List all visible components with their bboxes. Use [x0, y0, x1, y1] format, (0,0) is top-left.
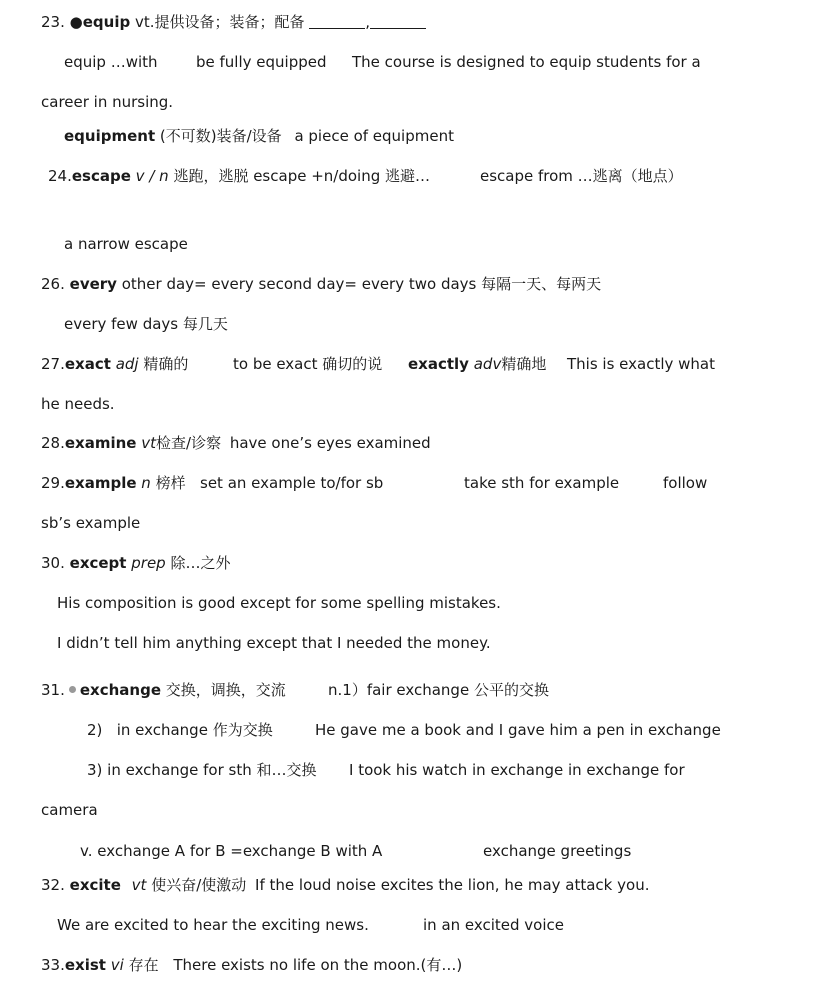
entry-33-line-1	[41, 955, 462, 975]
entry-23-line-1	[41, 12, 426, 32]
entry-29-line-1b	[200, 473, 383, 493]
derived-definition: 精确地	[501, 355, 547, 373]
entry-31-line-4	[41, 800, 98, 820]
entry-definition: 检查/诊察	[156, 434, 222, 452]
fill-blank-2	[370, 14, 426, 29]
example-sentence: I took his watch in exchange in exchange for	[349, 761, 685, 779]
entry-number: 33.	[41, 956, 65, 974]
entry-24-line-1	[48, 166, 430, 186]
example-sentence: We are excited to hear the exciting news.	[57, 916, 369, 934]
entry-definition: 存在	[128, 956, 159, 974]
phrase: take sth for example	[464, 474, 620, 492]
entry-definition: 逃跑，逃脱 escape +n/doing 逃避…	[173, 167, 430, 185]
entry-definition: vt.提供设备；装备；配备	[134, 13, 305, 31]
example-sentence: I didn’t tell him anything except that I needed the money.	[57, 634, 491, 652]
part-of-speech: adj	[115, 355, 139, 373]
entry-30-line-1	[41, 553, 231, 573]
entry-29-line-2	[41, 513, 140, 533]
phrase: have one’s eyes examined	[229, 434, 431, 452]
entry-32-line-1	[41, 875, 649, 895]
entry-number: 27.	[41, 355, 65, 373]
entry-23-line-3	[41, 92, 173, 112]
entry-headword: exchange	[79, 681, 161, 699]
phrase: 2) in exchange 作为交换	[87, 721, 273, 739]
part-of-speech: v / n	[135, 167, 169, 185]
example-sentence: This is exactly what	[567, 355, 715, 373]
example-sentence: His composition is good except for some spelling mistakes.	[57, 594, 501, 612]
part-of-speech: prep	[131, 554, 166, 572]
phrase: exchange greetings	[483, 842, 632, 860]
entry-number: 24.	[48, 167, 72, 185]
example-sentence: There exists no life on the moon.(有…)	[173, 956, 463, 974]
entry-headword: exist	[64, 956, 106, 974]
entry-32-line-2a	[57, 915, 369, 935]
phrase: follow	[663, 474, 708, 492]
entry-number: 32.	[41, 876, 65, 894]
entry-31-line-1	[41, 680, 286, 700]
entry-headword: equip	[82, 13, 131, 31]
phrase-cont: sb’s example	[41, 514, 141, 532]
entry-30-line-3	[57, 633, 491, 653]
entry-23-line-2	[64, 52, 158, 72]
entry-31-line-2b	[315, 720, 721, 740]
phrase: v. exchange A for B =exchange B with A	[80, 842, 383, 860]
entry-definition: other day= every second day= every two days 每隔一天、每两天	[121, 275, 602, 293]
entry-30-line-2	[57, 593, 501, 613]
entry-headword: except	[69, 554, 127, 572]
phrase: to be exact 确切的说	[233, 355, 383, 373]
entry-23-line-2c	[352, 52, 701, 72]
phrase: a narrow escape	[64, 235, 188, 253]
entry-number: 31.	[41, 681, 65, 699]
blank-comma: ,	[365, 13, 371, 31]
example-sentence-cont: he needs.	[41, 395, 115, 413]
fill-blank-1	[309, 14, 365, 29]
entry-headword: examine	[64, 434, 137, 452]
entry-31-line-3b	[349, 760, 685, 780]
entry-32-line-2b	[423, 915, 564, 935]
entry-headword: escape	[71, 167, 131, 185]
entry-27-line-1d	[567, 354, 715, 374]
phrase: every few days 每几天	[64, 315, 228, 333]
entry-31-line-3a	[87, 760, 317, 780]
phrase: a piece of equipment	[294, 127, 454, 145]
entry-headword: excite	[69, 876, 121, 894]
entry-31-line-5a	[80, 841, 382, 861]
entry-29-line-1c	[464, 473, 619, 493]
entry-23-line-4	[64, 126, 454, 146]
entry-24-line-1b	[480, 166, 683, 186]
phrase: escape from …逃离（地点）	[480, 167, 683, 185]
entry-definition: 除…之外	[170, 554, 231, 572]
entry-definition: 榜样	[155, 474, 186, 492]
entry-definition: 精确的	[143, 355, 189, 373]
part-of-speech: vt	[131, 876, 147, 894]
entry-29-line-1d	[663, 473, 707, 493]
example-sentence-cont: career in nursing.	[41, 93, 174, 111]
entry-27-line-2	[41, 394, 115, 414]
entry-31-line-2a	[87, 720, 273, 740]
entry-headword: example	[64, 474, 137, 492]
example-sentence: He gave me a book and I gave him a pen in exchange	[315, 721, 721, 739]
entry-29-line-1	[41, 473, 186, 493]
entry-27-line-1	[41, 354, 188, 374]
entry-27-line-1b	[233, 354, 382, 374]
example-sentence: If the loud noise excites the lion, he may attack you.	[255, 876, 650, 894]
phrase: equip …with	[64, 53, 158, 71]
example-sentence-cont: camera	[41, 801, 98, 819]
entry-27-line-1c	[408, 354, 546, 374]
derived-word: exactly	[408, 355, 469, 373]
phrase: n.1）fair exchange 公平的交换	[328, 681, 549, 699]
entry-headword: every	[69, 275, 117, 293]
entry-24-line-2	[64, 234, 188, 254]
entry-number: 26.	[41, 275, 65, 293]
entry-number: 30.	[41, 554, 65, 572]
part-of-speech: adv	[473, 355, 502, 373]
derived-definition: (不可数)装备/设备	[159, 127, 282, 145]
bullet-dot	[69, 686, 76, 693]
entry-26-line-1	[41, 274, 601, 294]
entry-headword: exact	[64, 355, 111, 373]
entry-number: 23.	[41, 13, 65, 31]
derived-word: equipment	[64, 127, 156, 145]
bullet-dot: ●	[69, 13, 83, 31]
entry-number: 29.	[41, 474, 65, 492]
entry-number: 28.	[41, 434, 65, 452]
phrase: in an excited voice	[423, 916, 564, 934]
phrase: 3) in exchange for sth 和…交换	[87, 761, 317, 779]
phrase: set an example to/for sb	[200, 474, 384, 492]
entry-31-line-1b	[328, 680, 549, 700]
example-sentence: The course is designed to equip students for a	[352, 53, 701, 71]
entry-26-line-2	[64, 314, 228, 334]
entry-definition: 使兴奋/使激动	[151, 876, 247, 894]
entry-definition: 交换，调换，交流	[165, 681, 286, 699]
entry-31-line-5b	[483, 841, 631, 861]
entry-23-line-2b	[196, 52, 327, 72]
phrase: be fully equipped	[196, 53, 327, 71]
part-of-speech: n	[141, 474, 151, 492]
part-of-speech: vi	[110, 956, 124, 974]
part-of-speech: vt	[141, 434, 157, 452]
entry-28-line-1	[41, 433, 431, 453]
